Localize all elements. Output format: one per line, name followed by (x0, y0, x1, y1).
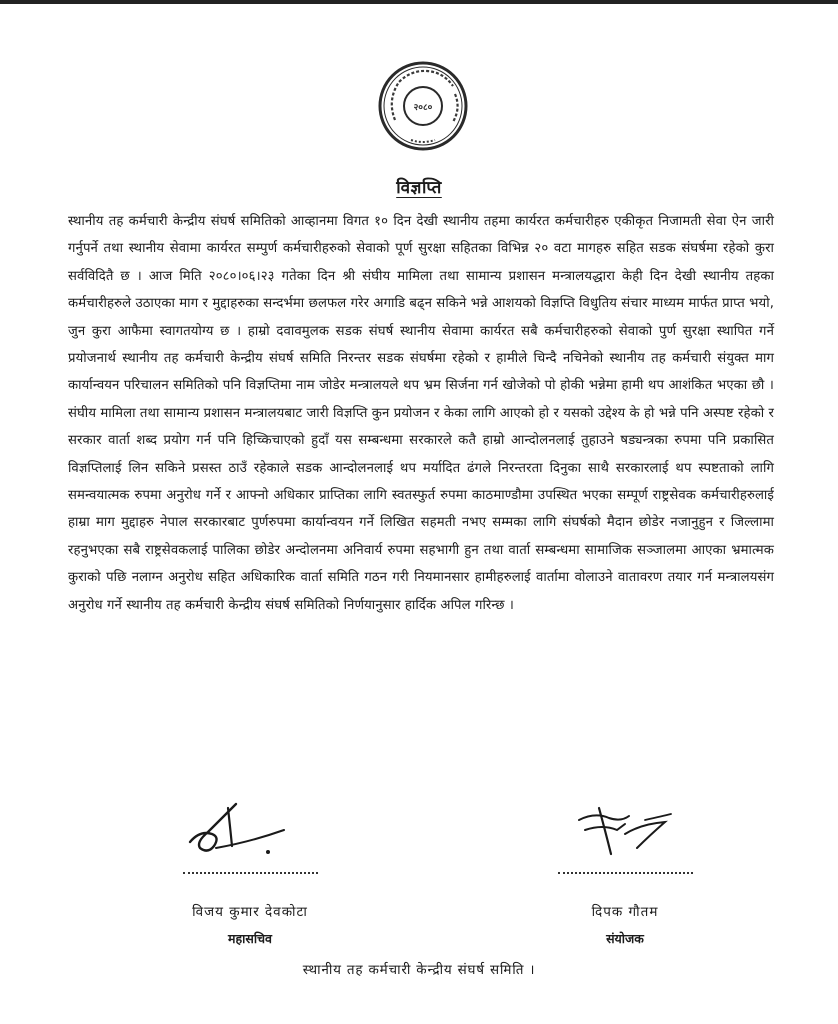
footer-organization: स्थानीय तह कर्मचारी केन्द्रीय संघर्ष समिति । (302, 962, 536, 978)
signatory-name-right: दिपक गौतम (591, 904, 659, 920)
signature-line-left (183, 870, 318, 874)
top-border (0, 0, 838, 4)
notice-title: विज्ञप्ति (396, 178, 442, 198)
signatory-role-left: महासचिव (228, 931, 272, 946)
signatory-role-right: संयोजक (606, 931, 644, 946)
signatory-name-left: विजय कुमार देवकोटा (192, 904, 308, 920)
signatory-right (525, 790, 725, 947)
signature-right-handwritten (525, 790, 725, 870)
seal-year: २०८० (413, 103, 433, 113)
signatory-left (150, 790, 350, 947)
seal-stamp-graphic (377, 60, 469, 152)
organization-seal (377, 60, 469, 152)
signature-line-right (558, 870, 693, 874)
notice-body: स्थानीय तह कर्मचारी केन्द्रीय संघर्ष समितिको आव्हानमा विगत १० दिन देखी स्थानीय तहमा कार्यरत कर्मचारीहरु एकीकृत निजामती सेवा ऐन जारी गर्नुपर्ने तथा स्थानीय सेवामा कार्यरत सम्पुर्ण कर्मचारीहरुको सेवाको पूर्ण सुरक्षा सहितका विभिन्न २० वटा मागहरु सहित सडक संघर्षमा रहेको कुरा सर्वविदितै छ । आज मिति २०८०।०६।२३ गतेका दिन श्री संघीय मामिला तथा सामान्य प्रशासन मन्त्रालयद्धारा केही दिन देखी स्थानीय तहका कर्मचारीहरुले उठाएका माग र मुद्दाहरुका सन्दर्भमा छलफल गरेर अगाडि बढ्न सकिने भन्ने आशयको विज्ञप्ति विधुतिय संचार माध्यम मार्फत प्राप्त भयो, जुन कुरा आफैमा स्वागतयोग्य छ । हाम्रो दवावमुलक सडक संघर्ष स्थानीय सेवामा कार्यरत सबै कर्मचारीहरुको सेवाको पुर्ण सुरक्षा स्थापित गर्ने प्रयोजनार्थ स्थानीय तह कर्मचारी केन्द्रीय संघर्ष समिति निरन्तर सडक संघर्षमा रहेको र हामीले चिन्दै नचिनेको स्थानीय तह कर्मचारी संयुक्त माग कार्यान्वयन परिचालन समितिको पनि विज्ञप्तिमा नाम जोडेर मन्त्रालयले थप भ्रम सिर्जना गर्न खोजेको पो होकी भन्नेमा हामी थप आशंकित भएका छौ । संघीय मामिला तथा सामान्य प्रशासन मन्त्रालयबाट जारी विज्ञप्ति कुन प्रयोजन र केका लागि आएको हो र यसको उद्देश्य के हो भन्ने पनि अस्पष्ट रहेको र सरकार वार्ता शब्द प्रयोग गर्न पनि हिच्किचाएको हुदाँ यस सम्बन्धमा सरकारले कतै हाम्रो आन्दोलनलाई तुहाउने षड्यन्त्रका रुपमा पनि प्रकासित विज्ञप्तिलाई लिन सकिने प्रसस्त ठाउँ रहेकाले सडक आन्दोलनलाई थप मर्यादित ढंगले निरन्तरता दिनुका साथै सरकारलाई थप स्पष्टताको लागि समन्वयात्मक रुपमा अनुरोध गर्ने र आफ्नो अधिकार प्राप्तिका लागि स्वतस्फुर्त रुपमा काठमाण्डौमा उपस्थित भएका सम्पूर्ण राष्ट्रसेवक कर्मचारीहरुलाई हाम्रा माग मुद्दाहरु नेपाल सरकारबाट पुर्णरुपमा कार्यान्वयन गर्ने लिखित सहमती नभए सम्मका लागि संघर्षको मैदान छोडेर नजानुहुन र जिल्लामा रहनुभएका सबै राष्ट्रसेवकलाई पालिका छोडेर अन्दोलनमा अनिवार्य रुपमा सहभागी हुन तथा वार्ता सम्बन्धमा सामाजिक सञ्जालमा आएका भ्रमात्मक कुराको पछि नलाग्न अनुरोध सहित अधिकारिक वार्ता समिति गठन गरी नियमानसार हामीहरुलाई वार्तामा वोलाउने वातावरण तयार गर्न मन्त्रालयसंग अनुरोध गर्ने स्थानीय तह कर्मचारी केन्द्रीय संघर्ष समितिको निर्णयानुसार हार्दिक अपिल गरिन्छ । (68, 214, 774, 613)
signature-left-handwritten (150, 790, 350, 870)
